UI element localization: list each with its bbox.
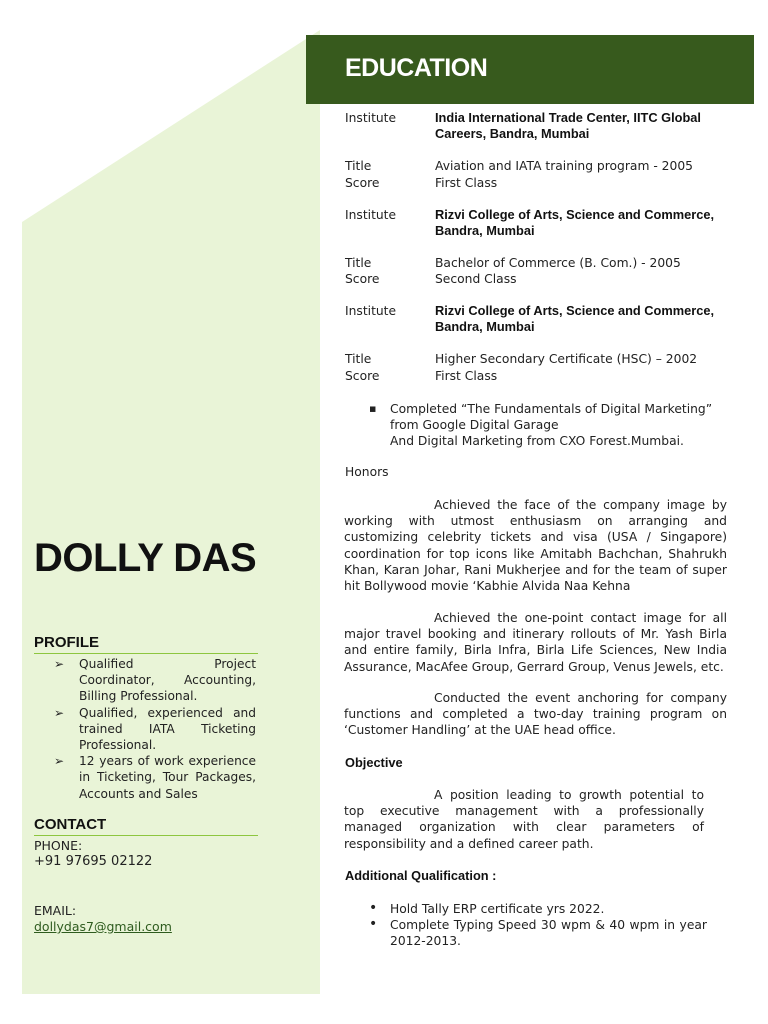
profile-item: ➢ Qualified, experienced and trained IATA Ticketing Professional. bbox=[52, 705, 256, 754]
objective-text: A position leading to growth potential to top executive management with a professionally managed organization with clear parameters of responsibility and a defined career path. bbox=[344, 788, 704, 851]
institute-name: India International Trade Center, IITC Global Careers, Bandra, Mumbai bbox=[435, 110, 701, 142]
institute-label: Institute bbox=[345, 208, 397, 222]
title-label: Title bbox=[345, 352, 372, 366]
contact-heading: CONTACT bbox=[34, 816, 258, 836]
profile-item: ➢ 12 years of work experience in Ticketing, Tour Packages, Accounts and Sales bbox=[52, 753, 256, 802]
education-heading: EDUCATION bbox=[345, 54, 488, 82]
email-label: EMAIL: bbox=[34, 903, 77, 918]
profile-list bbox=[52, 656, 256, 802]
score-label: Score bbox=[345, 272, 380, 286]
phone-value: +91 97695 02122 bbox=[34, 854, 153, 869]
score-label: Score bbox=[345, 369, 380, 383]
honors-paragraph: Achieved the one-point contact image for all major travel booking and itinerary rollouts of Mr. Yash Birla and entire family, Birla Infra, Birla Life Sciences, New India Assurance, MacAfee Group, Gerrard Group, Venus Jewels, etc. bbox=[344, 611, 727, 674]
additional-qualification-heading: Additional Qualification : bbox=[345, 868, 497, 883]
score-value: First Class bbox=[435, 176, 498, 190]
title-label: Title bbox=[345, 256, 372, 270]
qualification-item: • Hold Tally ERP certificate yrs 2022. bbox=[369, 901, 707, 917]
certificate-list bbox=[369, 401, 729, 450]
profile-item: ➢ Qualified Project Coordinator, Accounting, Billing Professional. bbox=[52, 656, 256, 705]
score-label: Score bbox=[345, 176, 380, 190]
institute-name: Rizvi College of Arts, Science and Commerce, Bandra, Mumbai bbox=[435, 303, 715, 335]
candidate-name: DOLLY DAS bbox=[34, 536, 257, 580]
honors-paragraph: Achieved the face of the company image by working with utmost enthusiasm on arranging and customizing celebrity tickets and visa (USA / Singapore) coordination for top icons like Amitabh Bachchan, Shahrukh Khan, Karan Johar, Rani Mukherjee and for the team of super hit Bollywood movie ‘Kabhie Alvida Naa Kehna bbox=[344, 498, 727, 594]
phone-label: PHONE: bbox=[34, 838, 83, 853]
title-value: Higher Secondary Certificate (HSC) – 2002 bbox=[435, 352, 698, 366]
score-value: First Class bbox=[435, 369, 498, 383]
honors-paragraph: Conducted the event anchoring for company functions and completed a two-day training program on ‘Customer Handling’ at the UAE head office. bbox=[344, 691, 727, 738]
additional-qualification-list bbox=[369, 901, 707, 950]
institute-label: Institute bbox=[345, 111, 397, 125]
certificate-item bbox=[369, 401, 729, 450]
profile-heading: PROFILE bbox=[34, 634, 258, 654]
certificate-line: Completed “The Fundamentals of Digital Marketing” from Google Digital Garage bbox=[390, 402, 713, 433]
certificate-line: And Digital Marketing from CXO Forest.Mumbai. bbox=[390, 434, 684, 449]
email-link[interactable]: dollydas7@gmail.com bbox=[34, 919, 172, 934]
title-value: Aviation and IATA training program - 2005 bbox=[435, 159, 693, 173]
institute-label: Institute bbox=[345, 304, 397, 318]
email-container bbox=[34, 919, 172, 935]
qualification-item: • Complete Typing Speed 30 wpm & 40 wpm in year 2012-2013. bbox=[369, 917, 707, 949]
score-value: Second Class bbox=[435, 272, 517, 286]
title-value: Bachelor of Commerce (B. Com.) - 2005 bbox=[435, 256, 681, 270]
objective-heading: Objective bbox=[345, 755, 403, 770]
title-label: Title bbox=[345, 159, 372, 173]
institute-name: Rizvi College of Arts, Science and Commerce, Bandra, Mumbai bbox=[435, 207, 715, 239]
honors-heading: Honors bbox=[345, 465, 389, 479]
